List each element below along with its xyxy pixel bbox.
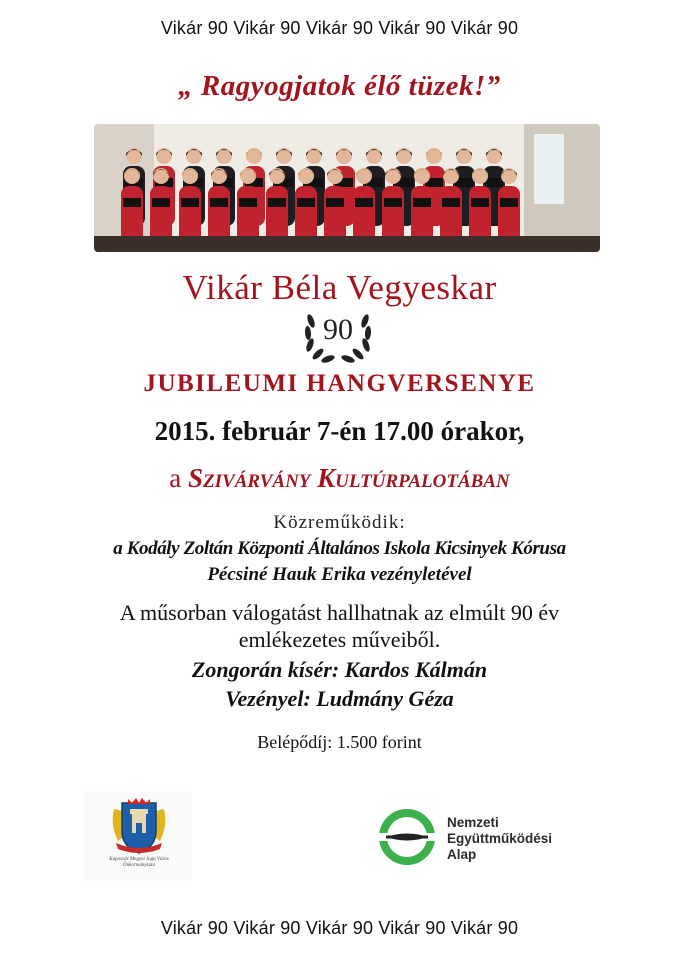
- venue-line: [0, 463, 679, 494]
- program-line-1: A műsorban válogatást hallhatnak az elmúlt 90 év: [119, 600, 560, 625]
- kaposvar-logo: [84, 791, 192, 881]
- cooperating-choir: a Kodály Zoltán Központi Általános Iskola Kicsinyek Kórusa: [113, 538, 566, 559]
- choir-name: Vikár Béla Vegyeskar: [182, 268, 497, 307]
- date-time: 2015. február 7-én 17.00 órakor,: [154, 416, 525, 446]
- nea-logo-text: [447, 815, 552, 863]
- emblem-number: 90: [323, 313, 353, 346]
- program-line-2: emlékezetes műveiből.: [238, 627, 441, 652]
- nea-line-1: Nemzeti: [447, 815, 499, 830]
- cooperating-conductor: Pécsiné Hauk Erika vezényletével: [207, 564, 472, 585]
- piano-accompanist: Zongorán kísér: Kardos Kálmán: [191, 657, 488, 682]
- nea-line-2: Együttműködési: [447, 831, 553, 846]
- coat-of-arms-icon: [108, 795, 170, 857]
- nea-line-3: Alap: [447, 847, 477, 862]
- conductor: Vezényel: Ludmány Géza: [225, 686, 454, 711]
- venue-name: Szivárvány Kultúrpalotában: [188, 463, 510, 493]
- motto: „ Ragyogjatok élő tüzek!”: [178, 70, 501, 102]
- venue-prefix: a: [169, 463, 182, 493]
- cooperating-label: Közreműködik:: [273, 512, 406, 533]
- kaposvar-caption: Kaposvár Megyei Jogú Város Önkormányzata: [109, 857, 169, 868]
- header-band: Vikár 90 Vikár 90 Vikár 90 Vikár 90 Vikár 90: [160, 18, 519, 38]
- concert-title: JUBILEUMI HANGVERSENYE: [143, 370, 536, 397]
- entry-fee: Belépődíj: 1.500 forint: [257, 732, 422, 752]
- laurel-wreath-icon: [299, 307, 377, 365]
- nea-ring-icon: [376, 806, 438, 868]
- footer-band: Vikár 90 Vikár 90 Vikár 90 Vikár 90 Vikár 90: [160, 918, 519, 938]
- choir-photo: [94, 124, 600, 252]
